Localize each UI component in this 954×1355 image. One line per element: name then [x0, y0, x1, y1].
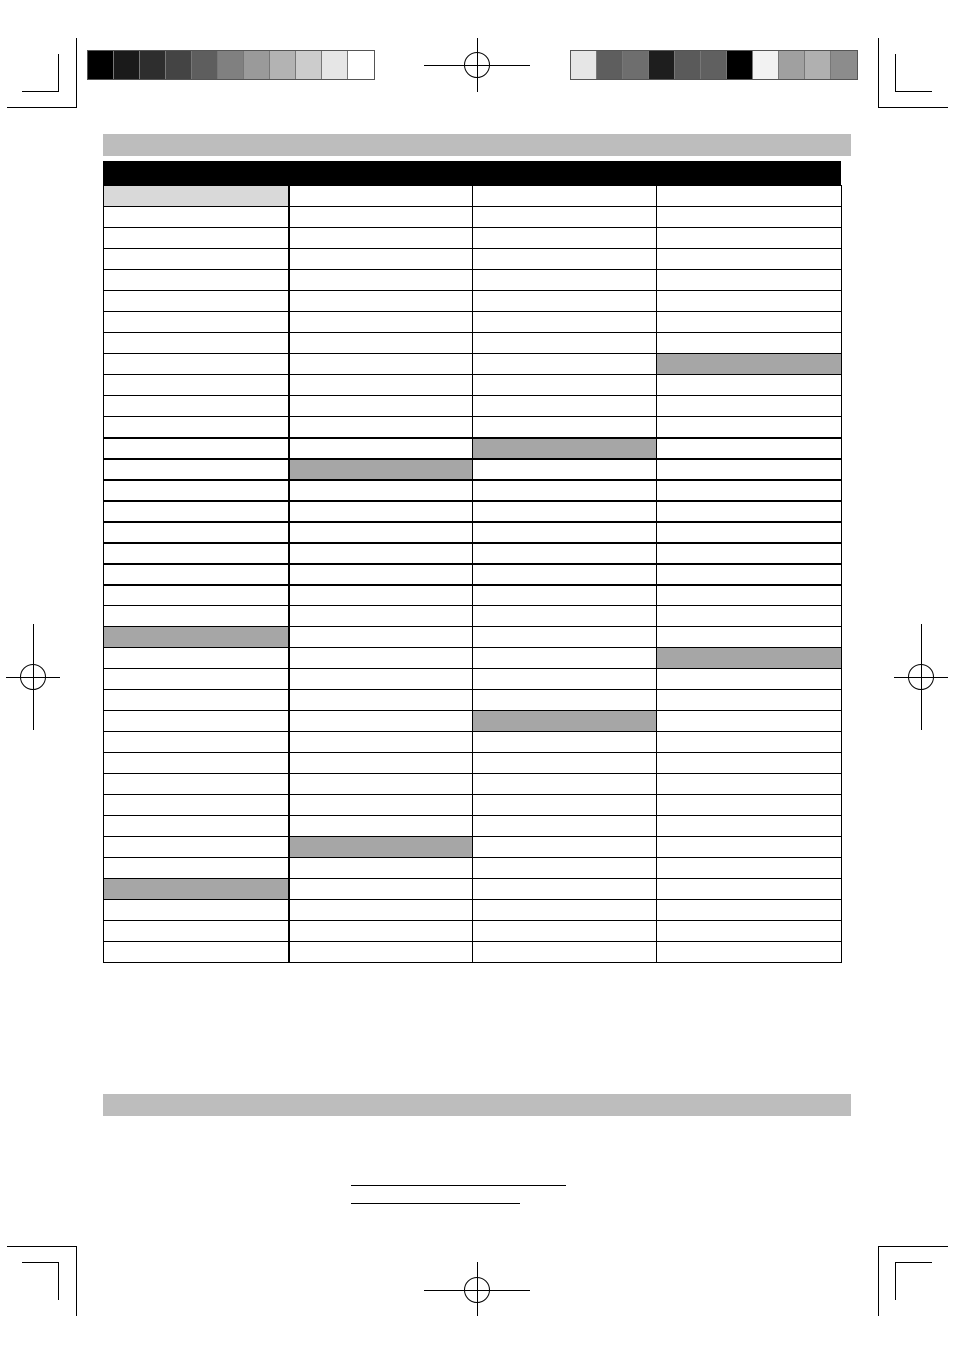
color-swatch: [270, 51, 296, 79]
table-cell: [289, 942, 473, 963]
table-cell: [104, 585, 289, 606]
table-cell: [657, 690, 842, 711]
table-cell: [657, 753, 842, 774]
table-cell: [104, 312, 289, 333]
table-cell: [473, 942, 657, 963]
crop-mark: [878, 38, 879, 108]
table-row: [104, 774, 842, 795]
table-cell: [657, 270, 842, 291]
table-cell: [104, 795, 289, 816]
table-row: [104, 606, 842, 627]
table-cell: [289, 774, 473, 795]
color-swatch: [296, 51, 322, 79]
crop-mark: [878, 1246, 879, 1316]
table-cell: [289, 291, 473, 312]
table-cell: [473, 627, 657, 648]
table-cell: [657, 648, 842, 669]
crop-mark: [7, 1246, 77, 1247]
table-cell: [104, 816, 289, 837]
table-row: [104, 501, 842, 522]
table-cell: [104, 900, 289, 921]
table-cell: [657, 774, 842, 795]
color-swatch: [166, 51, 192, 79]
table-cell: [473, 690, 657, 711]
table-cell: [289, 879, 473, 900]
table-cell: [473, 396, 657, 417]
table-cell: [657, 732, 842, 753]
table-cell: [657, 333, 842, 354]
crop-mark: [22, 1262, 59, 1263]
table-cell: [289, 543, 473, 564]
table-cell: [104, 270, 289, 291]
table-cell: [289, 690, 473, 711]
table-cell: [657, 417, 842, 438]
table-cell: [104, 858, 289, 879]
table-cell: [657, 375, 842, 396]
table-row: [104, 207, 842, 228]
table-cell: [657, 921, 842, 942]
color-swatch: [140, 51, 166, 79]
color-calibration-strip-left: [87, 50, 375, 80]
table-row: [104, 438, 842, 459]
crop-mark: [22, 91, 59, 92]
table-cell: [473, 564, 657, 585]
table-row: [104, 417, 842, 438]
color-swatch: [675, 51, 701, 79]
color-swatch: [727, 51, 753, 79]
table-cell: [657, 816, 842, 837]
table-cell: [289, 669, 473, 690]
table-cell: [657, 249, 842, 270]
table-cell: [473, 249, 657, 270]
table-cell: [473, 711, 657, 732]
table-cell: [473, 879, 657, 900]
table-cell: [104, 207, 289, 228]
color-swatch: [571, 51, 597, 79]
table-cell: [289, 711, 473, 732]
fill-in-line: [351, 1203, 520, 1204]
table-row: [104, 354, 842, 375]
table-cell: [289, 270, 473, 291]
color-swatch: [192, 51, 218, 79]
table-header: [103, 161, 841, 185]
table-cell: [289, 564, 473, 585]
table-cell: [473, 501, 657, 522]
table-cell: [104, 690, 289, 711]
crop-mark: [878, 1246, 948, 1247]
table-cell: [657, 900, 842, 921]
table-cell: [104, 648, 289, 669]
table-cell: [657, 627, 842, 648]
table-cell: [104, 291, 289, 312]
table-cell: [289, 480, 473, 501]
table-cell: [104, 459, 289, 480]
table-cell: [657, 354, 842, 375]
table-row: [104, 879, 842, 900]
table-cell: [473, 606, 657, 627]
table-cell: [104, 564, 289, 585]
table-cell: [104, 417, 289, 438]
color-swatch: [649, 51, 675, 79]
table-cell: [104, 753, 289, 774]
table-cell: [473, 333, 657, 354]
table-cell: [657, 795, 842, 816]
table-cell: [104, 333, 289, 354]
table-cell: [473, 732, 657, 753]
color-swatch: [218, 51, 244, 79]
table-cell: [289, 396, 473, 417]
table-cell: [104, 228, 289, 249]
table-cell: [473, 522, 657, 543]
table-body: [104, 186, 842, 963]
table-cell: [104, 480, 289, 501]
table-cell: [289, 228, 473, 249]
crop-mark: [7, 107, 77, 108]
table-cell: [104, 354, 289, 375]
crop-mark: [58, 54, 59, 92]
table-cell: [473, 270, 657, 291]
table-cell: [289, 249, 473, 270]
table-cell: [104, 543, 289, 564]
table-cell: [657, 459, 842, 480]
table-row: [104, 690, 842, 711]
table-row: [104, 228, 842, 249]
table-cell: [473, 921, 657, 942]
data-table: [103, 185, 842, 963]
table-row: [104, 249, 842, 270]
table-cell: [657, 879, 842, 900]
table-cell: [473, 816, 657, 837]
color-swatch: [623, 51, 649, 79]
table-cell: [657, 396, 842, 417]
table-cell: [104, 669, 289, 690]
table-row: [104, 396, 842, 417]
table-row: [104, 333, 842, 354]
table-cell: [473, 480, 657, 501]
table-cell: [104, 942, 289, 963]
table-row: [104, 627, 842, 648]
table-cell: [104, 921, 289, 942]
table-cell: [657, 543, 842, 564]
table-cell: [289, 837, 473, 858]
color-swatch: [805, 51, 831, 79]
crop-mark: [895, 1262, 896, 1300]
table-cell: [289, 795, 473, 816]
table-cell: [289, 858, 473, 879]
table-cell: [657, 501, 842, 522]
table-cell: [289, 753, 473, 774]
table-row: [104, 543, 842, 564]
table-cell: [289, 333, 473, 354]
table-cell: [657, 480, 842, 501]
crop-mark: [58, 1262, 59, 1300]
table-cell: [657, 564, 842, 585]
table-row: [104, 648, 842, 669]
table-cell: [473, 837, 657, 858]
table-cell: [473, 669, 657, 690]
table-cell: [657, 522, 842, 543]
table-row: [104, 480, 842, 501]
table-cell: [657, 606, 842, 627]
color-swatch: [701, 51, 727, 79]
table-cell: [289, 585, 473, 606]
table-row: [104, 564, 842, 585]
table-cell: [473, 459, 657, 480]
table-cell: [473, 543, 657, 564]
crop-mark: [895, 91, 932, 92]
table-row: [104, 459, 842, 480]
section-heading-bar-top: [103, 134, 851, 156]
table-cell: [473, 228, 657, 249]
color-swatch: [88, 51, 114, 79]
table-cell: [289, 816, 473, 837]
table-cell: [657, 438, 842, 459]
crop-mark: [76, 38, 77, 108]
table-cell: [289, 417, 473, 438]
table-cell: [104, 837, 289, 858]
color-swatch: [244, 51, 270, 79]
table-cell: [104, 186, 289, 207]
table-cell: [473, 354, 657, 375]
table-row: [104, 669, 842, 690]
table-cell: [657, 858, 842, 879]
table-cell: [657, 207, 842, 228]
table-cell: [289, 459, 473, 480]
table-cell: [104, 249, 289, 270]
color-swatch: [831, 51, 857, 79]
table-cell: [473, 207, 657, 228]
table-row: [104, 858, 842, 879]
fill-in-line: [351, 1185, 566, 1186]
table-cell: [473, 417, 657, 438]
table-cell: [657, 942, 842, 963]
table-cell: [473, 291, 657, 312]
table-cell: [473, 858, 657, 879]
table-cell: [104, 732, 289, 753]
table-row: [104, 837, 842, 858]
table-cell: [104, 879, 289, 900]
table-cell: [473, 312, 657, 333]
table-cell: [104, 627, 289, 648]
color-swatch: [753, 51, 779, 79]
color-swatch: [322, 51, 348, 79]
table-cell: [104, 396, 289, 417]
table-cell: [473, 186, 657, 207]
table-cell: [289, 312, 473, 333]
table-cell: [657, 291, 842, 312]
table-cell: [104, 774, 289, 795]
table-row: [104, 732, 842, 753]
table-cell: [104, 711, 289, 732]
table-cell: [473, 795, 657, 816]
color-swatch: [348, 51, 374, 79]
table-row: [104, 270, 842, 291]
color-swatch: [114, 51, 140, 79]
table-row: [104, 795, 842, 816]
table-cell: [289, 606, 473, 627]
crop-mark: [895, 54, 896, 92]
table-cell: [289, 522, 473, 543]
table-cell: [473, 585, 657, 606]
table-row: [104, 753, 842, 774]
table-cell: [289, 186, 473, 207]
table-cell: [289, 501, 473, 522]
color-swatch: [597, 51, 623, 79]
crop-mark: [76, 1246, 77, 1316]
table-cell: [473, 900, 657, 921]
table-row: [104, 312, 842, 333]
table-cell: [104, 522, 289, 543]
table-row: [104, 186, 842, 207]
table-cell: [657, 186, 842, 207]
color-swatch: [779, 51, 805, 79]
table-row: [104, 900, 842, 921]
table-cell: [104, 375, 289, 396]
table-cell: [104, 501, 289, 522]
table-cell: [104, 606, 289, 627]
table-cell: [289, 732, 473, 753]
table-row: [104, 291, 842, 312]
table-cell: [289, 921, 473, 942]
crop-mark: [895, 1262, 932, 1263]
table-cell: [473, 648, 657, 669]
table-row: [104, 585, 842, 606]
table-row: [104, 816, 842, 837]
table-row: [104, 522, 842, 543]
table-cell: [473, 438, 657, 459]
table-cell: [657, 837, 842, 858]
section-heading-bar-bottom: [103, 1094, 851, 1116]
table-cell: [657, 711, 842, 732]
table-cell: [104, 438, 289, 459]
table-row: [104, 921, 842, 942]
table-row: [104, 942, 842, 963]
color-calibration-strip-right: [570, 50, 858, 80]
table-cell: [289, 900, 473, 921]
table-cell: [289, 354, 473, 375]
table-cell: [473, 753, 657, 774]
table-row: [104, 375, 842, 396]
table-cell: [289, 375, 473, 396]
table-cell: [473, 774, 657, 795]
table-cell: [657, 585, 842, 606]
table-row: [104, 711, 842, 732]
table-cell: [289, 648, 473, 669]
crop-mark: [878, 107, 948, 108]
table-cell: [289, 207, 473, 228]
table-cell: [657, 228, 842, 249]
table-cell: [657, 669, 842, 690]
table-cell: [473, 375, 657, 396]
table-cell: [289, 627, 473, 648]
table-cell: [657, 312, 842, 333]
table-cell: [289, 438, 473, 459]
